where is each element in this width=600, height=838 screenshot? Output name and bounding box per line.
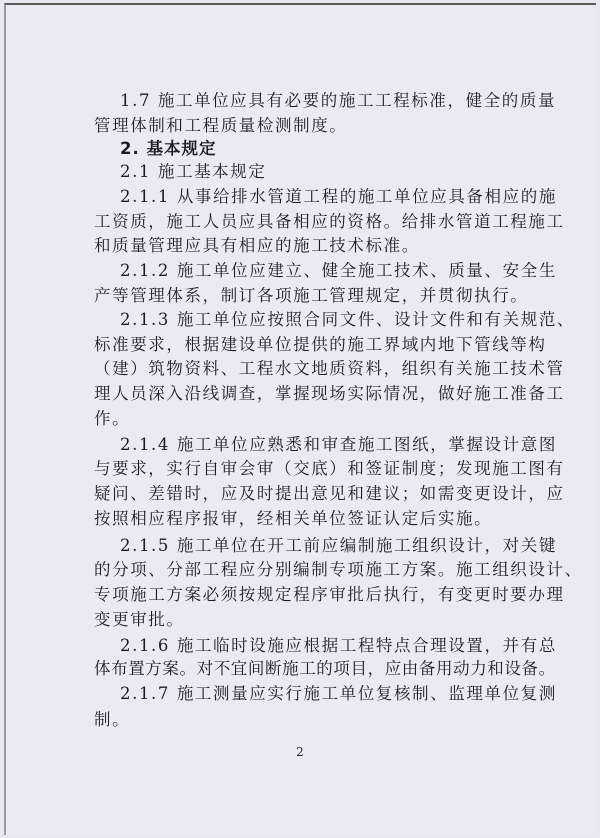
paragraph-2-1-4-line-1: 2.1.4 施工单位应熟悉和审查施工图纸，掌握设计意图 [120,435,557,454]
paragraph-2-1-5-line-4: 变更审批。 [94,610,185,629]
paragraph-2-1-3-line-2: 标准要求，根据建设单位提供的施工界域内地下管线等构 [94,335,547,354]
paragraph-2-1-3-line-3: （建）筑物资料、工程水文地质资料，组织有关施工技术管 [94,359,565,378]
paragraph-2-1-4-line-2: 与要求，实行自审会审（交底）和签证制度；发现施工图有 [94,459,565,478]
paragraph-2-1-2-line-1: 2.1.2 施工单位应建立、健全施工技术、质量、安全生 [120,261,557,280]
paragraph-2-1-5-line-3: 专项施工方案必须按规定程序审批后执行，有变更时要办理 [94,585,565,604]
paragraph-1-7-line-2: 管理体制和工程质量检测制度。 [94,116,348,135]
paragraph-2-1-4-line-4: 按照相应程序报审，经相关单位签证认定后实施。 [94,509,493,528]
paragraph-2-1-6-line-1: 2.1.6 施工临时设施应根据工程特点合理设置，并有总 [120,636,557,655]
section-heading-2: 2. 基本规定 [120,139,217,158]
paragraph-2-1-5-line-1: 2.1.5 施工单位在开工前应编制施工组织设计，对关键 [120,536,557,555]
paragraph-2-1-1-line-1: 2.1.1 从事给排水管道工程的施工单位应具备相应的施 [120,187,557,206]
page-number: 2 [296,745,304,759]
paragraph-2-1-2-line-2: 产等管理体系，制订各项施工管理规定，并贯彻执行。 [94,286,529,305]
paragraph-2-1-3-line-5: 作。 [94,409,131,428]
paragraph-2-1-4-line-3: 疑问、差错时，应及时提出意见和建议；如需变更设计，应 [94,484,565,503]
paragraph-2-1-3-line-4: 理人员深入沿线调查，掌握现场实际情况，做好施工准备工 [94,384,565,403]
paragraph-1-7-line-1: 1.7 施工单位应具有必要的施工工程标准，健全的质量 [120,91,557,110]
subsection-heading-2-1: 2.1 施工基本规定 [120,162,267,181]
paragraph-2-1-6-line-2: 体布置方案。对不宜间断施工的项目，应由备用动力和设备。 [94,659,556,678]
paragraph-2-1-7-line-2: 制。 [94,710,131,729]
paragraph-2-1-7-line-1: 2.1.7 施工测量应实行施工单位复核制、监理单位复测 [120,684,557,703]
paragraph-2-1-1-line-2: 工资质，施工人员应具备相应的资格。给排水管道工程施工 [94,212,565,231]
paragraph-2-1-5-line-2: 的分项、分部工程应分别编制专项施工方案。施工组织设计、 [94,560,583,579]
paragraph-2-1-3-line-1: 2.1.3 施工单位应按照合同文件、设计文件和有关规范、 [120,310,576,329]
paragraph-2-1-1-line-3: 和质量管理应具有相应的施工技术标准。 [94,236,420,255]
